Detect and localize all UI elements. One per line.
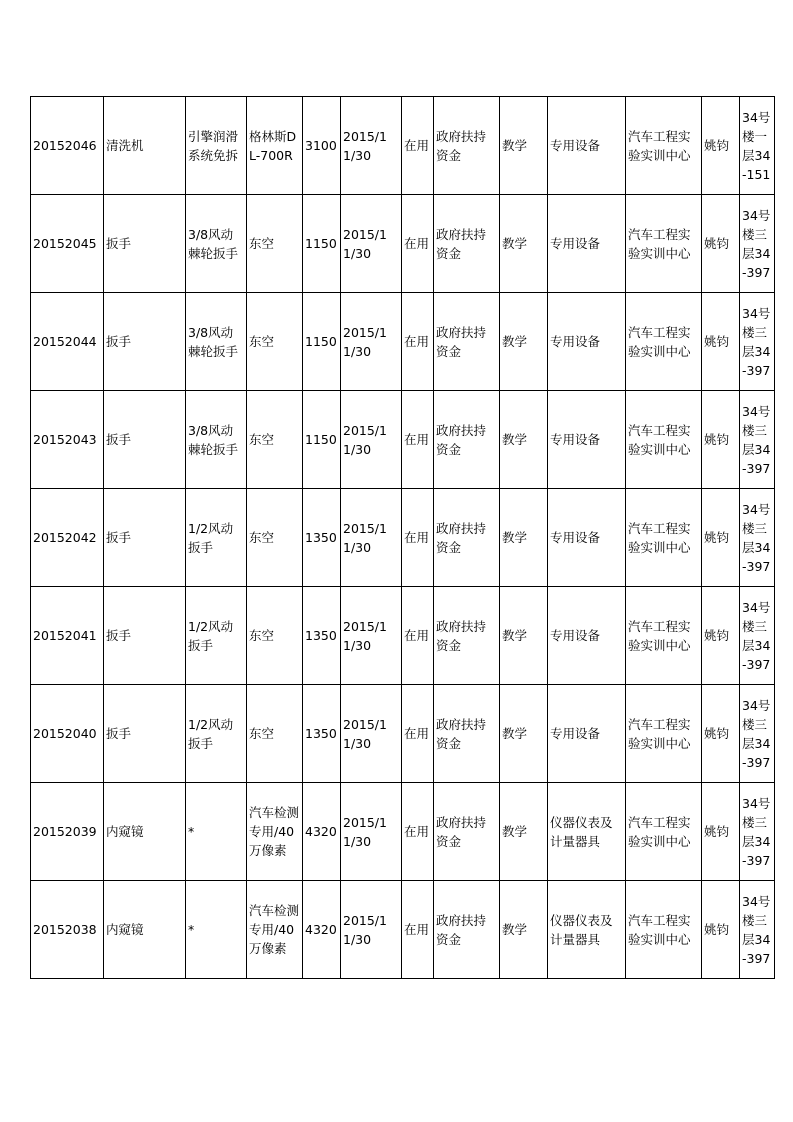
price-cell: 3100 xyxy=(303,97,341,195)
location-cell: 34号楼三层34-397 xyxy=(740,587,775,685)
asset-table xyxy=(30,96,775,979)
price-cell: 4320 xyxy=(303,881,341,979)
table-row xyxy=(31,881,775,979)
price-cell: 1350 xyxy=(303,489,341,587)
usage-cell: 教学 xyxy=(500,489,548,587)
department-cell: 汽车工程实验实训中心 xyxy=(626,195,702,293)
category-cell: 仪器仪表及计量器具 xyxy=(548,783,626,881)
brand-spec-cell: 东空 xyxy=(247,391,303,489)
asset-name-cell: 扳手 xyxy=(104,195,186,293)
department-cell: 汽车工程实验实训中心 xyxy=(626,391,702,489)
brand-spec-cell: 东空 xyxy=(247,685,303,783)
asset-id-cell: 20152042 xyxy=(31,489,104,587)
usage-cell: 教学 xyxy=(500,685,548,783)
keeper-cell: 姚钧 xyxy=(702,391,740,489)
category-cell: 专用设备 xyxy=(548,587,626,685)
fund-source-cell: 政府扶持资金 xyxy=(434,391,500,489)
asset-name-cell: 清洗机 xyxy=(104,97,186,195)
asset-name-cell: 扳手 xyxy=(104,685,186,783)
location-cell: 34号楼三层34-397 xyxy=(740,293,775,391)
asset-name-cell: 内窥镜 xyxy=(104,783,186,881)
department-cell: 汽车工程实验实训中心 xyxy=(626,587,702,685)
asset-id-cell: 20152039 xyxy=(31,783,104,881)
keeper-cell: 姚钧 xyxy=(702,97,740,195)
category-cell: 仪器仪表及计量器具 xyxy=(548,881,626,979)
category-cell: 专用设备 xyxy=(548,685,626,783)
asset-id-cell: 20152043 xyxy=(31,391,104,489)
status-cell: 在用 xyxy=(402,587,434,685)
asset-table-body xyxy=(31,97,775,979)
location-cell: 34号楼一层34-151 xyxy=(740,97,775,195)
asset-id-cell: 20152046 xyxy=(31,97,104,195)
category-cell: 专用设备 xyxy=(548,489,626,587)
location-cell: 34号楼三层34-397 xyxy=(740,783,775,881)
price-cell: 1350 xyxy=(303,685,341,783)
department-cell: 汽车工程实验实训中心 xyxy=(626,97,702,195)
status-cell: 在用 xyxy=(402,685,434,783)
location-cell: 34号楼三层34-397 xyxy=(740,881,775,979)
keeper-cell: 姚钧 xyxy=(702,489,740,587)
table-row xyxy=(31,293,775,391)
status-cell: 在用 xyxy=(402,391,434,489)
department-cell: 汽车工程实验实训中心 xyxy=(626,783,702,881)
department-cell: 汽车工程实验实训中心 xyxy=(626,489,702,587)
purchase-date-cell: 2015/11/30 xyxy=(341,587,402,685)
keeper-cell: 姚钧 xyxy=(702,293,740,391)
asset-id-cell: 20152045 xyxy=(31,195,104,293)
fund-source-cell: 政府扶持资金 xyxy=(434,881,500,979)
brand-spec-cell: 东空 xyxy=(247,489,303,587)
purchase-date-cell: 2015/11/30 xyxy=(341,685,402,783)
usage-cell: 教学 xyxy=(500,881,548,979)
table-row xyxy=(31,391,775,489)
purchase-date-cell: 2015/11/30 xyxy=(341,391,402,489)
keeper-cell: 姚钧 xyxy=(702,783,740,881)
fund-source-cell: 政府扶持资金 xyxy=(434,489,500,587)
keeper-cell: 姚钧 xyxy=(702,685,740,783)
fund-source-cell: 政府扶持资金 xyxy=(434,685,500,783)
table-row xyxy=(31,195,775,293)
model-cell: 1/2风动扳手 xyxy=(186,587,247,685)
asset-name-cell: 扳手 xyxy=(104,391,186,489)
category-cell: 专用设备 xyxy=(548,391,626,489)
purchase-date-cell: 2015/11/30 xyxy=(341,881,402,979)
status-cell: 在用 xyxy=(402,489,434,587)
category-cell: 专用设备 xyxy=(548,293,626,391)
table-row xyxy=(31,489,775,587)
brand-spec-cell: 汽车检测专用/40万像素 xyxy=(247,783,303,881)
brand-spec-cell: 东空 xyxy=(247,293,303,391)
asset-name-cell: 扳手 xyxy=(104,489,186,587)
usage-cell: 教学 xyxy=(500,783,548,881)
fund-source-cell: 政府扶持资金 xyxy=(434,587,500,685)
asset-id-cell: 20152038 xyxy=(31,881,104,979)
usage-cell: 教学 xyxy=(500,97,548,195)
purchase-date-cell: 2015/11/30 xyxy=(341,97,402,195)
location-cell: 34号楼三层34-397 xyxy=(740,685,775,783)
usage-cell: 教学 xyxy=(500,587,548,685)
price-cell: 1150 xyxy=(303,293,341,391)
model-cell: 3/8风动棘轮扳手 xyxy=(186,195,247,293)
fund-source-cell: 政府扶持资金 xyxy=(434,783,500,881)
status-cell: 在用 xyxy=(402,97,434,195)
purchase-date-cell: 2015/11/30 xyxy=(341,195,402,293)
fund-source-cell: 政府扶持资金 xyxy=(434,293,500,391)
keeper-cell: 姚钧 xyxy=(702,195,740,293)
category-cell: 专用设备 xyxy=(548,195,626,293)
table-row xyxy=(31,97,775,195)
asset-name-cell: 扳手 xyxy=(104,293,186,391)
department-cell: 汽车工程实验实训中心 xyxy=(626,685,702,783)
asset-id-cell: 20152044 xyxy=(31,293,104,391)
fund-source-cell: 政府扶持资金 xyxy=(434,195,500,293)
status-cell: 在用 xyxy=(402,195,434,293)
status-cell: 在用 xyxy=(402,293,434,391)
keeper-cell: 姚钧 xyxy=(702,587,740,685)
table-row xyxy=(31,587,775,685)
table-row xyxy=(31,783,775,881)
model-cell: 1/2风动扳手 xyxy=(186,685,247,783)
model-cell: * xyxy=(186,783,247,881)
price-cell: 4320 xyxy=(303,783,341,881)
price-cell: 1350 xyxy=(303,587,341,685)
department-cell: 汽车工程实验实训中心 xyxy=(626,293,702,391)
model-cell: 1/2风动扳手 xyxy=(186,489,247,587)
brand-spec-cell: 汽车检测专用/40万像素 xyxy=(247,881,303,979)
category-cell: 专用设备 xyxy=(548,97,626,195)
status-cell: 在用 xyxy=(402,881,434,979)
brand-spec-cell: 东空 xyxy=(247,587,303,685)
asset-id-cell: 20152040 xyxy=(31,685,104,783)
brand-spec-cell: 东空 xyxy=(247,195,303,293)
model-cell: 引擎润滑系统免拆 xyxy=(186,97,247,195)
model-cell: 3/8风动棘轮扳手 xyxy=(186,293,247,391)
department-cell: 汽车工程实验实训中心 xyxy=(626,881,702,979)
purchase-date-cell: 2015/11/30 xyxy=(341,783,402,881)
location-cell: 34号楼三层34-397 xyxy=(740,391,775,489)
brand-spec-cell: 格林斯DL-700R xyxy=(247,97,303,195)
asset-id-cell: 20152041 xyxy=(31,587,104,685)
purchase-date-cell: 2015/11/30 xyxy=(341,293,402,391)
usage-cell: 教学 xyxy=(500,195,548,293)
usage-cell: 教学 xyxy=(500,293,548,391)
model-cell: * xyxy=(186,881,247,979)
table-row xyxy=(31,685,775,783)
location-cell: 34号楼三层34-397 xyxy=(740,489,775,587)
price-cell: 1150 xyxy=(303,195,341,293)
status-cell: 在用 xyxy=(402,783,434,881)
purchase-date-cell: 2015/11/30 xyxy=(341,489,402,587)
model-cell: 3/8风动棘轮扳手 xyxy=(186,391,247,489)
location-cell: 34号楼三层34-397 xyxy=(740,195,775,293)
keeper-cell: 姚钧 xyxy=(702,881,740,979)
price-cell: 1150 xyxy=(303,391,341,489)
fund-source-cell: 政府扶持资金 xyxy=(434,97,500,195)
asset-name-cell: 内窥镜 xyxy=(104,881,186,979)
asset-name-cell: 扳手 xyxy=(104,587,186,685)
usage-cell: 教学 xyxy=(500,391,548,489)
